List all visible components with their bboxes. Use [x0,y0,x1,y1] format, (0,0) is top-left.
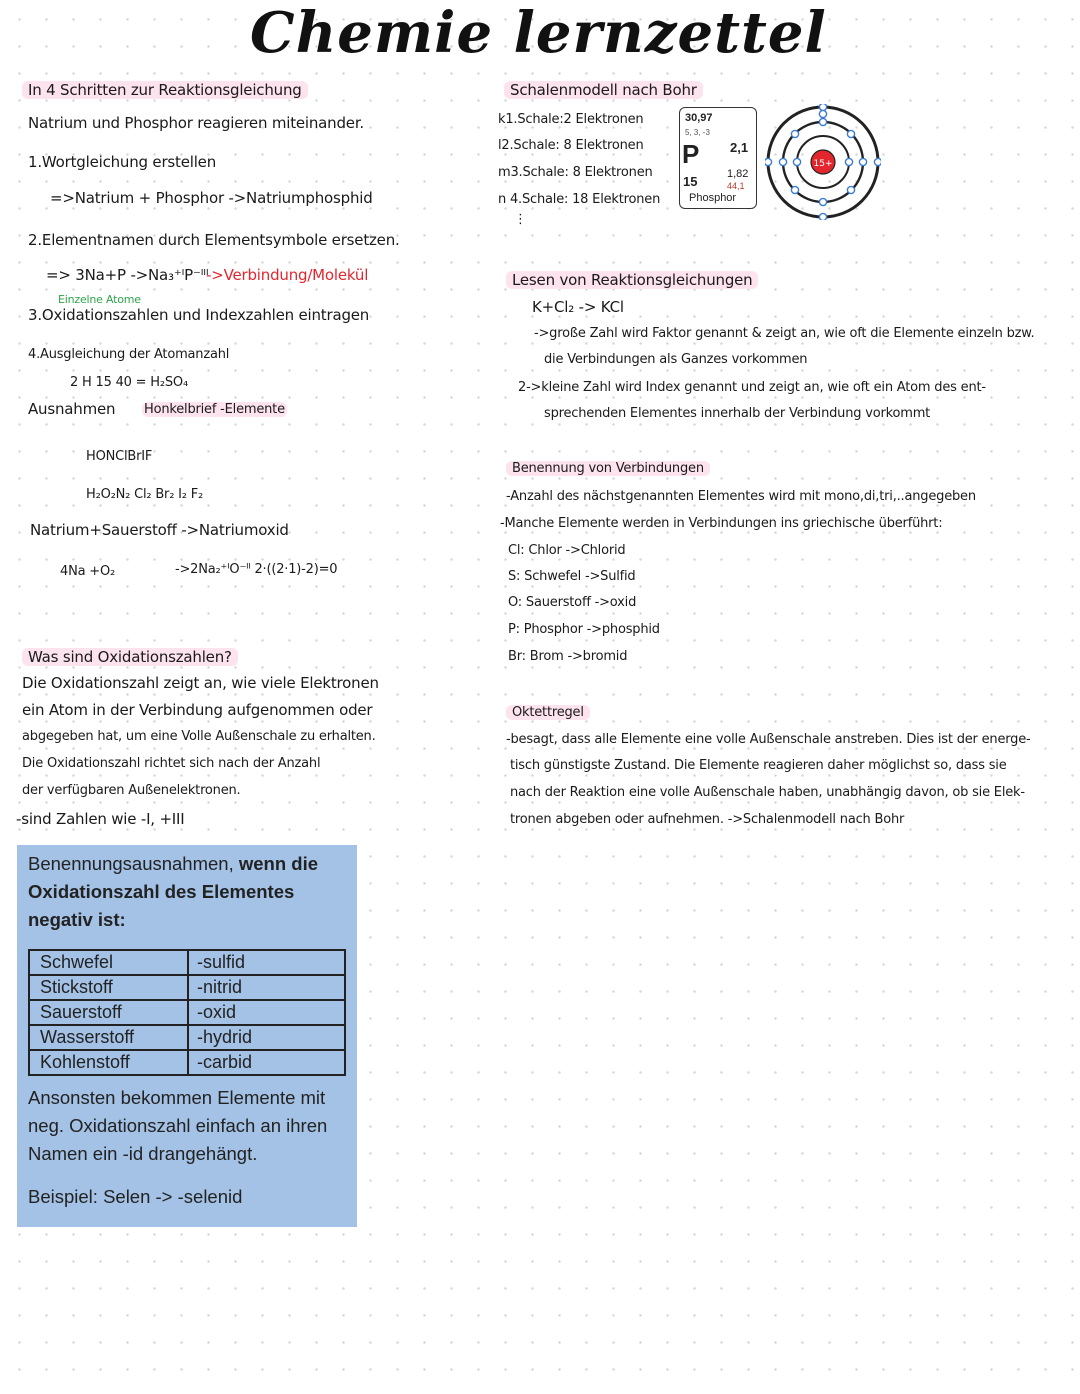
table-row [29,1050,345,1075]
box-after-line-2: neg. Oxidationszahl einfach an ihren [28,1115,328,1136]
reading-line-1b: die Verbindungen als Ganzes vorkommen [544,352,808,367]
exceptions-highlight: Honkelbrief -Elemente [144,402,285,417]
reading-line-2a: 2->kleine Zahl wird Index genannt und zeigt an, wie oft ein Atom des ent- [518,380,986,395]
step-2-equation: => 3Na+P ->Na₃⁺ᴵP⁻ᴵᴵᴵ [46,266,209,284]
element-cell: Stickstoff [29,975,188,1000]
bohr-heading: Schalenmodell nach Bohr [504,80,703,100]
octet-line-2: tisch günstigste Zustand. Die Elemente reagieren daher möglichst so, dass sie [510,758,1007,773]
step-3: 3.Oxidationszahlen und Indexzahlen eintragen [28,306,370,324]
oxidation-line-4: Die Oxidationszahl richtet sich nach der Anzahl [22,756,321,771]
melting-point: 44,1 [727,181,745,191]
reading-heading: Lesen von Reaktionsgleichungen [506,270,758,290]
oxidation-line-6: -sind Zahlen wie -I, +III [16,810,185,828]
octet-line-1: -besagt, dass alle Elemente eine volle Außenschale anstreben. Dies ist der energe- [506,732,1031,747]
exceptions-label: Ausnahmen [28,400,116,418]
element-cell: Kohlenstoff [29,1050,188,1075]
electronegativity: 2,1 [730,140,749,155]
element-symbol: P [682,139,700,169]
reading-line-1a: ->große Zahl wird Faktor genannt & zeigt an, wie oft die Elemente einzeln bzw. [534,326,1035,341]
reading-line-2b: sprechenden Elementes innerhalb der Verbindung vorkommt [544,406,931,421]
example-equation-left: 4Na +O₂ [60,564,116,579]
atomic-mass: 30,97 [685,112,713,124]
diatomic-molecules: H₂O₂N₂ Cl₂ Br₂ I₂ F₂ [86,487,204,502]
oxidation-line-2: ein Atom in der Verbindung aufgenommen oder [22,701,373,719]
box-intro-line-3: negativ ist: [28,909,126,930]
suffix-cell: -nitrid [188,975,345,1000]
box-example: Beispiel: Selen -> -selenid [28,1186,243,1207]
shell-n: n 4.Schale: 18 Elektronen [498,192,661,207]
step-2-note: ->Verbindung/Molekül [206,266,369,284]
shell-ellipsis: ⋮ [514,212,527,227]
step-2: 2.Elementnamen durch Elementsymbole ersetzen. [28,231,400,249]
element-cell: Schwefel [29,950,188,975]
page-title: Chemie lernzettel [250,0,827,66]
octet-heading: Oktettregel [506,703,590,723]
step-4: 4.Ausgleichung der Atomanzahl [28,347,230,362]
shell-l: l2.Schale: 8 Elektronen [498,138,644,153]
bohr-model-diagram [765,104,881,220]
oxidation-line-1: Die Oxidationszahl zeigt an, wie viele Elektronen [22,674,379,692]
element-cell: Wasserstoff [29,1025,188,1050]
density: 1,82 [727,168,749,180]
table-row [29,1025,345,1050]
suffix-table [28,949,346,1076]
example-equation-right: ->2Na₂⁺ᴵO⁻ᴵᴵ 2·((2·1)-2)=0 [175,562,338,577]
reaction-steps-heading: In 4 Schritten zur Reaktionsgleichung [22,80,308,100]
naming-list-item: S: Schwefel ->Sulfid [508,569,636,584]
element-name: Phosphor [689,192,737,204]
table-row [29,1000,345,1025]
naming-list-item: P: Phosphor ->phosphid [508,622,660,637]
suffix-cell: -hydrid [188,1025,345,1050]
intro-line: Natrium und Phosphor reagieren miteinander. [28,114,364,132]
suffix-cell: -oxid [188,1000,345,1025]
example-word-equation: Natrium+Sauerstoff ->Natriumoxid [30,521,289,539]
reading-equation: K+Cl₂ -> KCl [532,298,624,316]
oxidation-states: 5, 3, -3 [685,128,710,137]
step-4-equation: 2 H 15 40 = H₂SO₄ [70,375,188,390]
naming-list-item: Cl: Chlor ->Chlorid [508,543,626,558]
naming-line-2: -Manche Elemente werden in Verbindungen ins griechische überführt: [500,516,943,531]
table-row [29,950,345,975]
box-after-line-3: Namen ein -id drangehängt. [28,1143,258,1164]
step-1: 1.Wortgleichung erstellen [28,153,217,171]
shell-m: m3.Schale: 8 Elektronen [498,165,653,180]
step-2-atoms-label: Einzelne Atome [58,293,141,306]
suffix-cell: -sulfid [188,950,345,975]
oxidation-heading: Was sind Oxidationszahlen? [22,647,238,667]
naming-line-1: -Anzahl des nächstgenannten Elementes wird mit mono,di,tri,..angegeben [506,489,976,504]
phosphor-element-tile [679,107,757,209]
step-1-equation: =>Natrium + Phosphor ->Natriumphosphid [50,189,373,207]
table-row [29,975,345,1000]
nucleus-label: 15+ [813,159,833,169]
suffix-cell: -carbid [188,1050,345,1075]
honclbrif-line: HONClBrIF [86,449,153,464]
naming-list-item: O: Sauerstoff ->oxid [508,595,637,610]
box-intro-line-1: Benennungsausnahmen, wenn die [28,853,319,874]
box-intro-line-2: Oxidationszahl des Elementes [28,881,295,902]
oxidation-line-5: der verfügbaren Außenelektronen. [22,783,241,798]
element-cell: Sauerstoff [29,1000,188,1025]
naming-list-item: Br: Brom ->bromid [508,649,628,664]
box-after-line-1: Ansonsten bekommen Elemente mit [28,1087,326,1108]
atomic-number: 15 [683,174,698,189]
oxidation-line-3: abgegeben hat, um eine Volle Außenschale zu erhalten. [22,729,376,744]
shell-k: k1.Schale:2 Elektronen [498,112,644,127]
octet-line-3: nach der Reaktion eine volle Außenschale haben, unabhängig davon, ob sie Elek- [510,785,1025,800]
octet-line-4: tronen abgeben oder aufnehmen. ->Schalenmodell nach Bohr [510,812,905,827]
naming-heading: Benennung von Verbindungen [506,459,710,479]
